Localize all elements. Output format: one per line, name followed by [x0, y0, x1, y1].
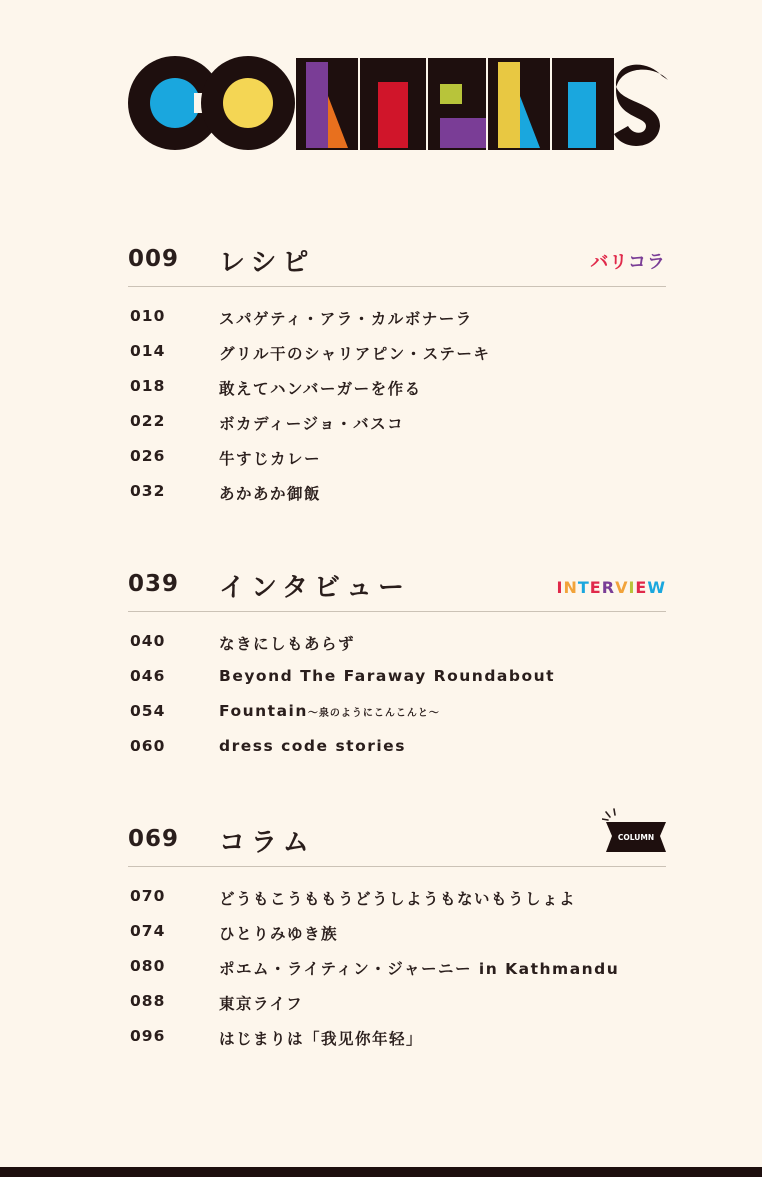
badge-char: E [635, 578, 648, 597]
section-interview [128, 565, 666, 766]
entry-page-number: 032 [130, 482, 166, 500]
section-title: コラム [219, 828, 315, 858]
entry-title: ポエム・ライティン・ジャーニー in Kathmandu [219, 960, 620, 978]
sparkle-icon [602, 809, 615, 820]
badge-char: N [563, 578, 578, 597]
entry-title: はじまりは「我见你年轻」 [219, 1030, 424, 1048]
entry-title: 東京ライフ [219, 995, 304, 1013]
badge-char: W [647, 578, 666, 597]
toc-entry[interactable] [128, 696, 666, 731]
toc-entry[interactable] [128, 371, 666, 406]
entry-title: グリル干のシャリアピン・ステーキ [219, 345, 491, 363]
section-page-number: 039 [128, 571, 180, 597]
entry-page-number: 010 [130, 307, 166, 325]
toc-entry[interactable] [128, 476, 666, 511]
entry-page-number: 080 [130, 957, 166, 975]
toc-entry[interactable] [128, 301, 666, 336]
section-header [128, 820, 666, 867]
entry-page-number: 046 [130, 667, 166, 685]
section-header [128, 565, 666, 612]
toc-entry[interactable] [128, 1021, 666, 1056]
entry-title: ひとりみゆき族 [219, 925, 339, 943]
entry-page-number: 026 [130, 447, 166, 465]
entry-page-number: 070 [130, 887, 166, 905]
entry-title-wrap [219, 702, 440, 720]
entry-title: Fountain [219, 702, 308, 720]
section-column [128, 820, 666, 1056]
toc-entry[interactable] [128, 731, 666, 766]
toc-entry[interactable] [128, 626, 666, 661]
entry-title: dress code stories [219, 737, 406, 755]
badge-char: R [601, 578, 616, 597]
badge-char: T [577, 578, 590, 597]
badge-char: I [628, 578, 636, 597]
entry-title: 敢えてハンバーガーを作る [219, 380, 422, 398]
badge-char: V [615, 578, 629, 597]
entry-list [128, 301, 666, 511]
section-header [128, 240, 666, 287]
entry-title: なきにしもあらず [219, 635, 356, 653]
entry-page-number: 096 [130, 1027, 166, 1045]
entry-page-number: 040 [130, 632, 166, 650]
toc-entry[interactable] [128, 881, 666, 916]
entry-title: 牛すじカレー [219, 450, 322, 468]
entry-title: スパゲティ・アラ・カルボナーラ [219, 310, 473, 328]
badge-char: ラ [647, 252, 666, 273]
column-badge-text: COLUMN [617, 833, 655, 842]
entry-title: あかあか御飯 [219, 485, 322, 503]
entry-list [128, 881, 666, 1056]
badge-char: コ [628, 252, 647, 273]
entry-page-number: 088 [130, 992, 166, 1010]
entry-page-number: 074 [130, 922, 166, 940]
toc-entry[interactable] [128, 951, 666, 986]
entry-page-number: 060 [130, 737, 166, 755]
badge-char: バ [590, 252, 610, 273]
entry-page-number: 054 [130, 702, 166, 720]
entry-title: どうもこうももうどうしようもないもうしょよ [219, 890, 577, 908]
section-page-number: 069 [128, 826, 180, 852]
entry-title: ボカディージョ・バスコ [219, 415, 405, 433]
toc-entry[interactable] [128, 406, 666, 441]
entry-page-number: 018 [130, 377, 166, 395]
toc-entry[interactable] [128, 441, 666, 476]
entry-page-number: 014 [130, 342, 166, 360]
toc-entry[interactable] [128, 916, 666, 951]
column-badge [602, 808, 666, 858]
section-recipe [128, 240, 666, 511]
barikora-badge [590, 248, 666, 274]
toc-entry[interactable] [128, 661, 666, 696]
contents-logo-letters [128, 56, 668, 150]
section-title: インタビュー [219, 573, 410, 603]
entry-subtitle: ～泉のようにこんこんと～ [307, 708, 440, 719]
entry-title: Beyond The Faraway Roundabout [219, 667, 556, 685]
section-page-number: 009 [128, 246, 180, 272]
entry-list [128, 626, 666, 766]
badge-char: I [556, 578, 564, 597]
badge-char: リ [609, 252, 628, 273]
toc-entry[interactable] [128, 336, 666, 371]
contents-logo [128, 56, 668, 151]
badge-char: E [589, 578, 602, 597]
toc-entry[interactable] [128, 986, 666, 1021]
entry-page-number: 022 [130, 412, 166, 430]
interview-badge [557, 578, 666, 597]
bottom-bar [0, 1167, 762, 1177]
section-title: レシピ [219, 248, 315, 278]
